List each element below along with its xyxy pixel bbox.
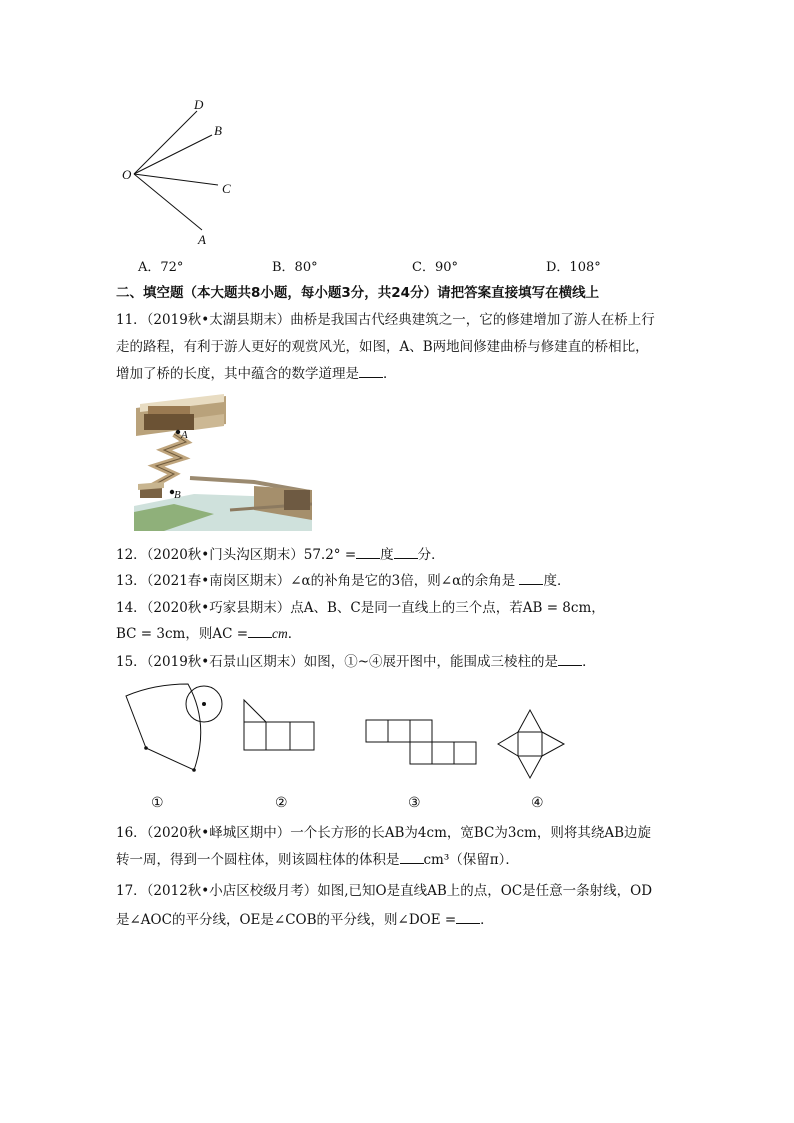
q13-end: 度． (543, 573, 571, 589)
net-label-4: ④ (531, 795, 544, 811)
nets-figure (118, 680, 588, 780)
q12-end: 分． (417, 547, 445, 563)
q17-line2 (116, 910, 494, 930)
label-b: B (214, 123, 222, 138)
q16-line2 (116, 850, 519, 870)
q14-line2-text: BC = 3cm，则AC = (116, 626, 249, 642)
net-label-2: ② (275, 795, 288, 811)
label-a: A (198, 232, 206, 247)
q15-end: ． (582, 654, 596, 670)
ray-ob (134, 135, 212, 174)
q11-line2: 走的路程，有利于游人更好的观赏风光，如图，A、B两地间修建曲桥与修建直的桥相比， (116, 339, 649, 355)
q14-unit: cm (272, 626, 288, 641)
q16-line1: 16．（2020秋•峄城区期中）一个长方形的长AB为4cm，宽BC为3cm，则将其绕AB边旋 (116, 825, 651, 841)
q14-line2 (116, 624, 301, 644)
q16-unit: cm³（保留π） (423, 852, 506, 868)
q17-end: ． (480, 912, 494, 928)
q17-answer-blank[interactable] (456, 911, 480, 924)
photo-label-a: A (181, 429, 188, 441)
label-o: O (122, 167, 132, 182)
q17-line2-text: 是∠AOC的平分线，OE是∠COB的平分线，则∠DOE = (116, 912, 457, 928)
option-d: D．108° (546, 260, 601, 275)
q12-minute-blank[interactable] (394, 546, 418, 559)
q16-line2-text: 转一周，得到一个圆柱体，则该圆柱体的体积是 (116, 852, 400, 868)
q14-answer-blank[interactable] (248, 625, 272, 638)
option-b: B．80° (272, 260, 318, 275)
ray-oc (134, 174, 218, 185)
option-a: A．72° (138, 260, 184, 275)
net-3 (366, 720, 476, 764)
option-c: C．90° (412, 260, 458, 275)
q11-line3-text: 增加了桥的长度，其中蕴含的数学道理是 (116, 366, 359, 382)
section-heading: 二、填空题（本大题共8小题，每小题3分，共24分）请把答案直接填写在横线上 (116, 285, 600, 301)
q13-line (116, 571, 570, 591)
ray-oa (134, 174, 202, 230)
net-label-3: ③ (408, 795, 421, 811)
q11-line3 (116, 364, 397, 384)
angle-rays-figure (110, 92, 250, 252)
q16-answer-blank[interactable] (400, 851, 424, 864)
ray-od (134, 111, 197, 174)
q15-line (116, 652, 596, 672)
q12-line (116, 545, 445, 565)
net-1-sector (126, 684, 201, 770)
q12-degree-blank[interactable] (356, 546, 380, 559)
q15-answer-blank[interactable] (558, 653, 582, 666)
photo-label-b: B (174, 489, 181, 501)
q13-answer-blank[interactable] (519, 572, 543, 585)
q14-end: ． (287, 626, 302, 642)
net-2-triangle (244, 700, 266, 722)
q17-line1: 17．（2012秋•小店区校级月考）如图,已知O是直线AB上的点，OC是任意一条射线，OD (116, 883, 653, 899)
net-label-1: ① (151, 795, 164, 811)
label-c: C (222, 181, 231, 196)
q13-text: 13．（2021春•南岗区期末）∠α的补角是它的3倍，则∠α的余角是 (116, 573, 520, 589)
net-4 (498, 710, 564, 778)
q12-text: 12．（2020秋•门头沟区期末）57.2° = (116, 547, 357, 563)
q14-line1: 14．（2020秋•巧家县期末）点A、B、C是同一直线上的三个点，若AB = 8cm， (116, 600, 605, 616)
q15-text: 15．（2019秋•石景山区期末）如图，①~④展开图中，能围成三棱柱的是 (116, 654, 559, 670)
net-2 (244, 700, 314, 750)
q11-line1: 11．（2019秋•太湖县期末）曲桥是我国古代经典建筑之一，它的修建增加了游人在桥上行 (116, 312, 655, 328)
bridge-photo (134, 394, 312, 531)
q11-end: ． (383, 366, 397, 382)
q16-end: ． (505, 852, 519, 868)
label-d: D (194, 97, 204, 112)
q11-answer-blank[interactable] (359, 365, 383, 378)
net-1 (126, 684, 222, 771)
q12-mid: 度 (380, 547, 394, 563)
